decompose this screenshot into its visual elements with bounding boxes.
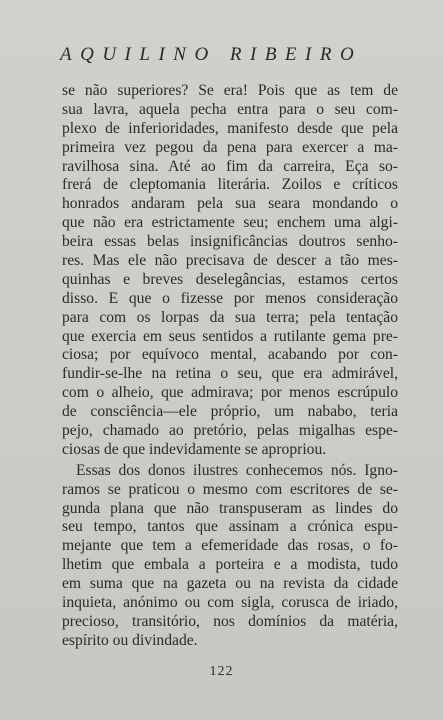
text-line: ciosa; por equívoco mental, acabando por con- [62, 346, 398, 364]
text-line: primeira vez pegou da pena para exercer a ma- [62, 138, 398, 156]
text-line: inquieta, anónimo ou com sigla, corusca de iriado, [62, 594, 398, 612]
text-line: com o alheio, que admirava; por menos escrúpulo [62, 384, 398, 402]
text-line: ravilhosa sina. Até ao fim da carreira, Eça so- [62, 157, 398, 175]
text-line: em suma que na gazeta ou na revista da cidade [62, 575, 398, 593]
text-line: beira essas belas insignificâncias doutros senho- [62, 233, 398, 251]
text-line: frerá de cleptomania literária. Zoilos e críticos [62, 176, 398, 194]
text-line: pejo, chamado ao pretório, pelas migalhas espe- [62, 422, 398, 440]
text-line: espírito ou divindade. [62, 631, 198, 649]
text-line: de consciência—ele próprio, um nababo, teria [62, 403, 398, 421]
text-line: que exercia em seus sentidos a rutilante gema pre- [62, 327, 398, 345]
body-text [62, 82, 398, 651]
text-line: que não era estrictamente seu; enchem uma algi- [62, 214, 398, 232]
text-line: Essas dos donos ilustres conhecemos nós. Igno- [76, 461, 398, 479]
text-line: se não superiores? Se era! Pois que as tem de [62, 82, 398, 99]
text-line: honrados andaram pela sua seara mondando o [62, 195, 398, 213]
running-header: AQUILINO RIBEIRO [60, 44, 363, 65]
page-number: 122 [209, 664, 234, 679]
text-line: gunda plana que não transpuseram as lindes do [62, 499, 398, 517]
text-line: ramos se praticou o mesmo com escritores de se- [62, 480, 398, 498]
text-line: sua lavra, aquela pecha entra para o seu com- [62, 100, 398, 118]
text-line: res. Mas ele não precisava de descer a tão mes- [62, 252, 398, 270]
text-line: disso. E que o fizesse por menos consideração [62, 289, 398, 307]
text-line: mejante que tem a efemeridade das rosas, o fo- [62, 537, 398, 555]
paragraph-2 [62, 462, 398, 651]
text-line: plexo de inferioridades, manifesto desde que pela [62, 119, 398, 137]
text-line: fundir-se-lhe na retina o seu, que era admirável, [62, 365, 398, 383]
text-line: quinhas e breves deselegâncias, estamos certos [62, 270, 398, 288]
paragraph-1 [62, 82, 398, 460]
text-line: precioso, transitório, nos domínios da matéria, [62, 612, 398, 630]
text-line: seu tempo, tantos que assinam a crónica espu- [62, 518, 398, 536]
text-line: ciosas de que indevidamente se apropriou. [62, 440, 327, 458]
text-line: para com os lorpas da sua terra; pela tentação [62, 308, 398, 326]
text-line: lhetim que embala a porteira e a modista, tudo [62, 556, 398, 574]
